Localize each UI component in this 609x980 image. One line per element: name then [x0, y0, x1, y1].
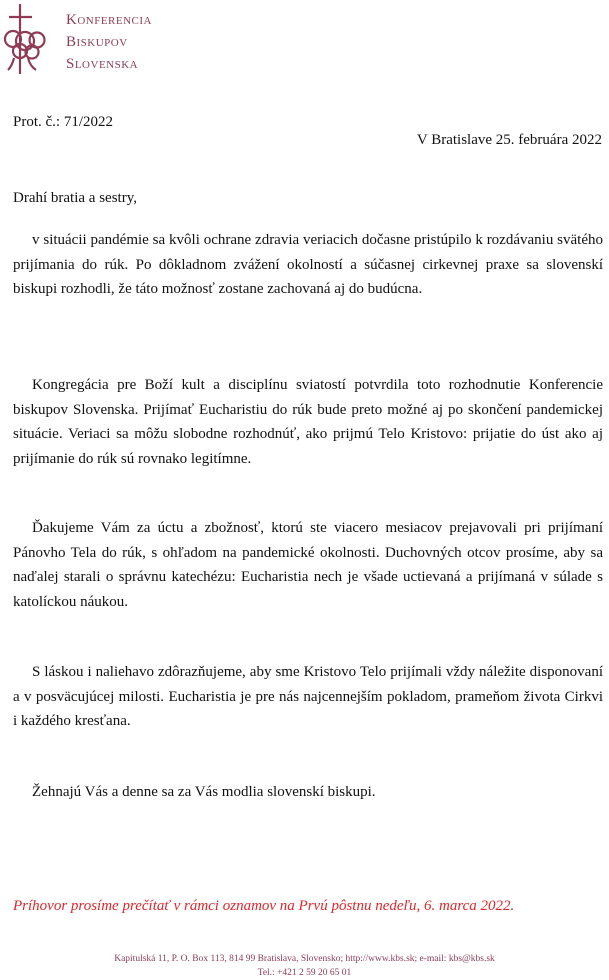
protocol-number: Prot. č.: 71/2022 — [13, 114, 113, 130]
paragraph-text: v situácii pandémie sa kvôli ochrane zdravia veriacich dočasne pristúpilo k rozdávaniu svätého prijímania do rúk. Po dôkladnom zvážení okolností a súčasnej cirkevnej praxe sa slovenskí biskupi rozhodli, že táto možnosť zostane zachovaná aj do budúcna. — [13, 232, 603, 297]
paragraph-2 — [13, 373, 603, 471]
paragraph-4 — [13, 660, 603, 734]
letter-date: V Bratislave 25. februára 2022 — [416, 132, 602, 148]
paragraph-3 — [13, 516, 603, 614]
logo — [0, 0, 200, 80]
greeting: Drahí bratia a sestry, — [13, 190, 137, 206]
organization-name — [66, 9, 152, 75]
reading-note: Príhovor prosíme prečítať v rámci oznamov na Prvú pôstnu nedeľu, 6. marca 2022. — [13, 898, 515, 914]
footer-address: Kapitulská 11, P. O. Box 113, 814 99 Bratislava, Slovensko; http://www.kbs.sk; e-mail: kbs@kbs.sk — [114, 954, 495, 964]
paragraph-text: Žehnajú Vás a denne sa za Vás modlia slovenskí biskupi. — [32, 784, 376, 800]
cross-with-rings-icon — [0, 0, 64, 80]
org-line-3: Slovenska — [66, 56, 139, 72]
paragraph-1 — [13, 228, 603, 302]
paragraph-5 — [13, 780, 603, 805]
paragraph-text: Ďakujeme Vám za úctu a zbožnosť, ktorú ste viacero mesiacov prejavovali pri prijímaní Pánovho Tela do rúk, s ohľadom na pandemické okolnosti. Duchovných otcov prosíme, aby sa naďalej starali o správnu katechézu: Eucharistia nech je všade uctievaná a prijímaná v súlade s katolíckou náukou. — [13, 520, 603, 610]
footer — [0, 952, 609, 980]
paragraph-text: S láskou i naliehavo zdôrazňujeme, aby sme Kristovo Telo prijímali vždy náležite disponovaní a v posväcujúcej milosti. Eucharistia je pre nás najcennejším pokladom, prameňom života Cirkvi i každého kresťana. — [13, 664, 603, 729]
paragraph-text: Kongregácia pre Boží kult a disciplínu sviatostí potvrdila toto rozhodnutie Konferencie biskupov Slovenska. Prijímať Eucharistiu do rúk bude preto možné aj po skončení pandemickej situácie. Veriaci sa môžu slobodne rozhodnúť, ako prijmú Telo Kristovo: prijatie do úst ako aj prijímanie do rúk sú rovnako legitímne. — [13, 377, 603, 467]
footer-phone: Tel.: +421 2 59 20 65 01 — [257, 968, 352, 978]
org-line-2: Biskupov — [66, 34, 128, 50]
org-line-1: Konferencia — [66, 12, 153, 28]
